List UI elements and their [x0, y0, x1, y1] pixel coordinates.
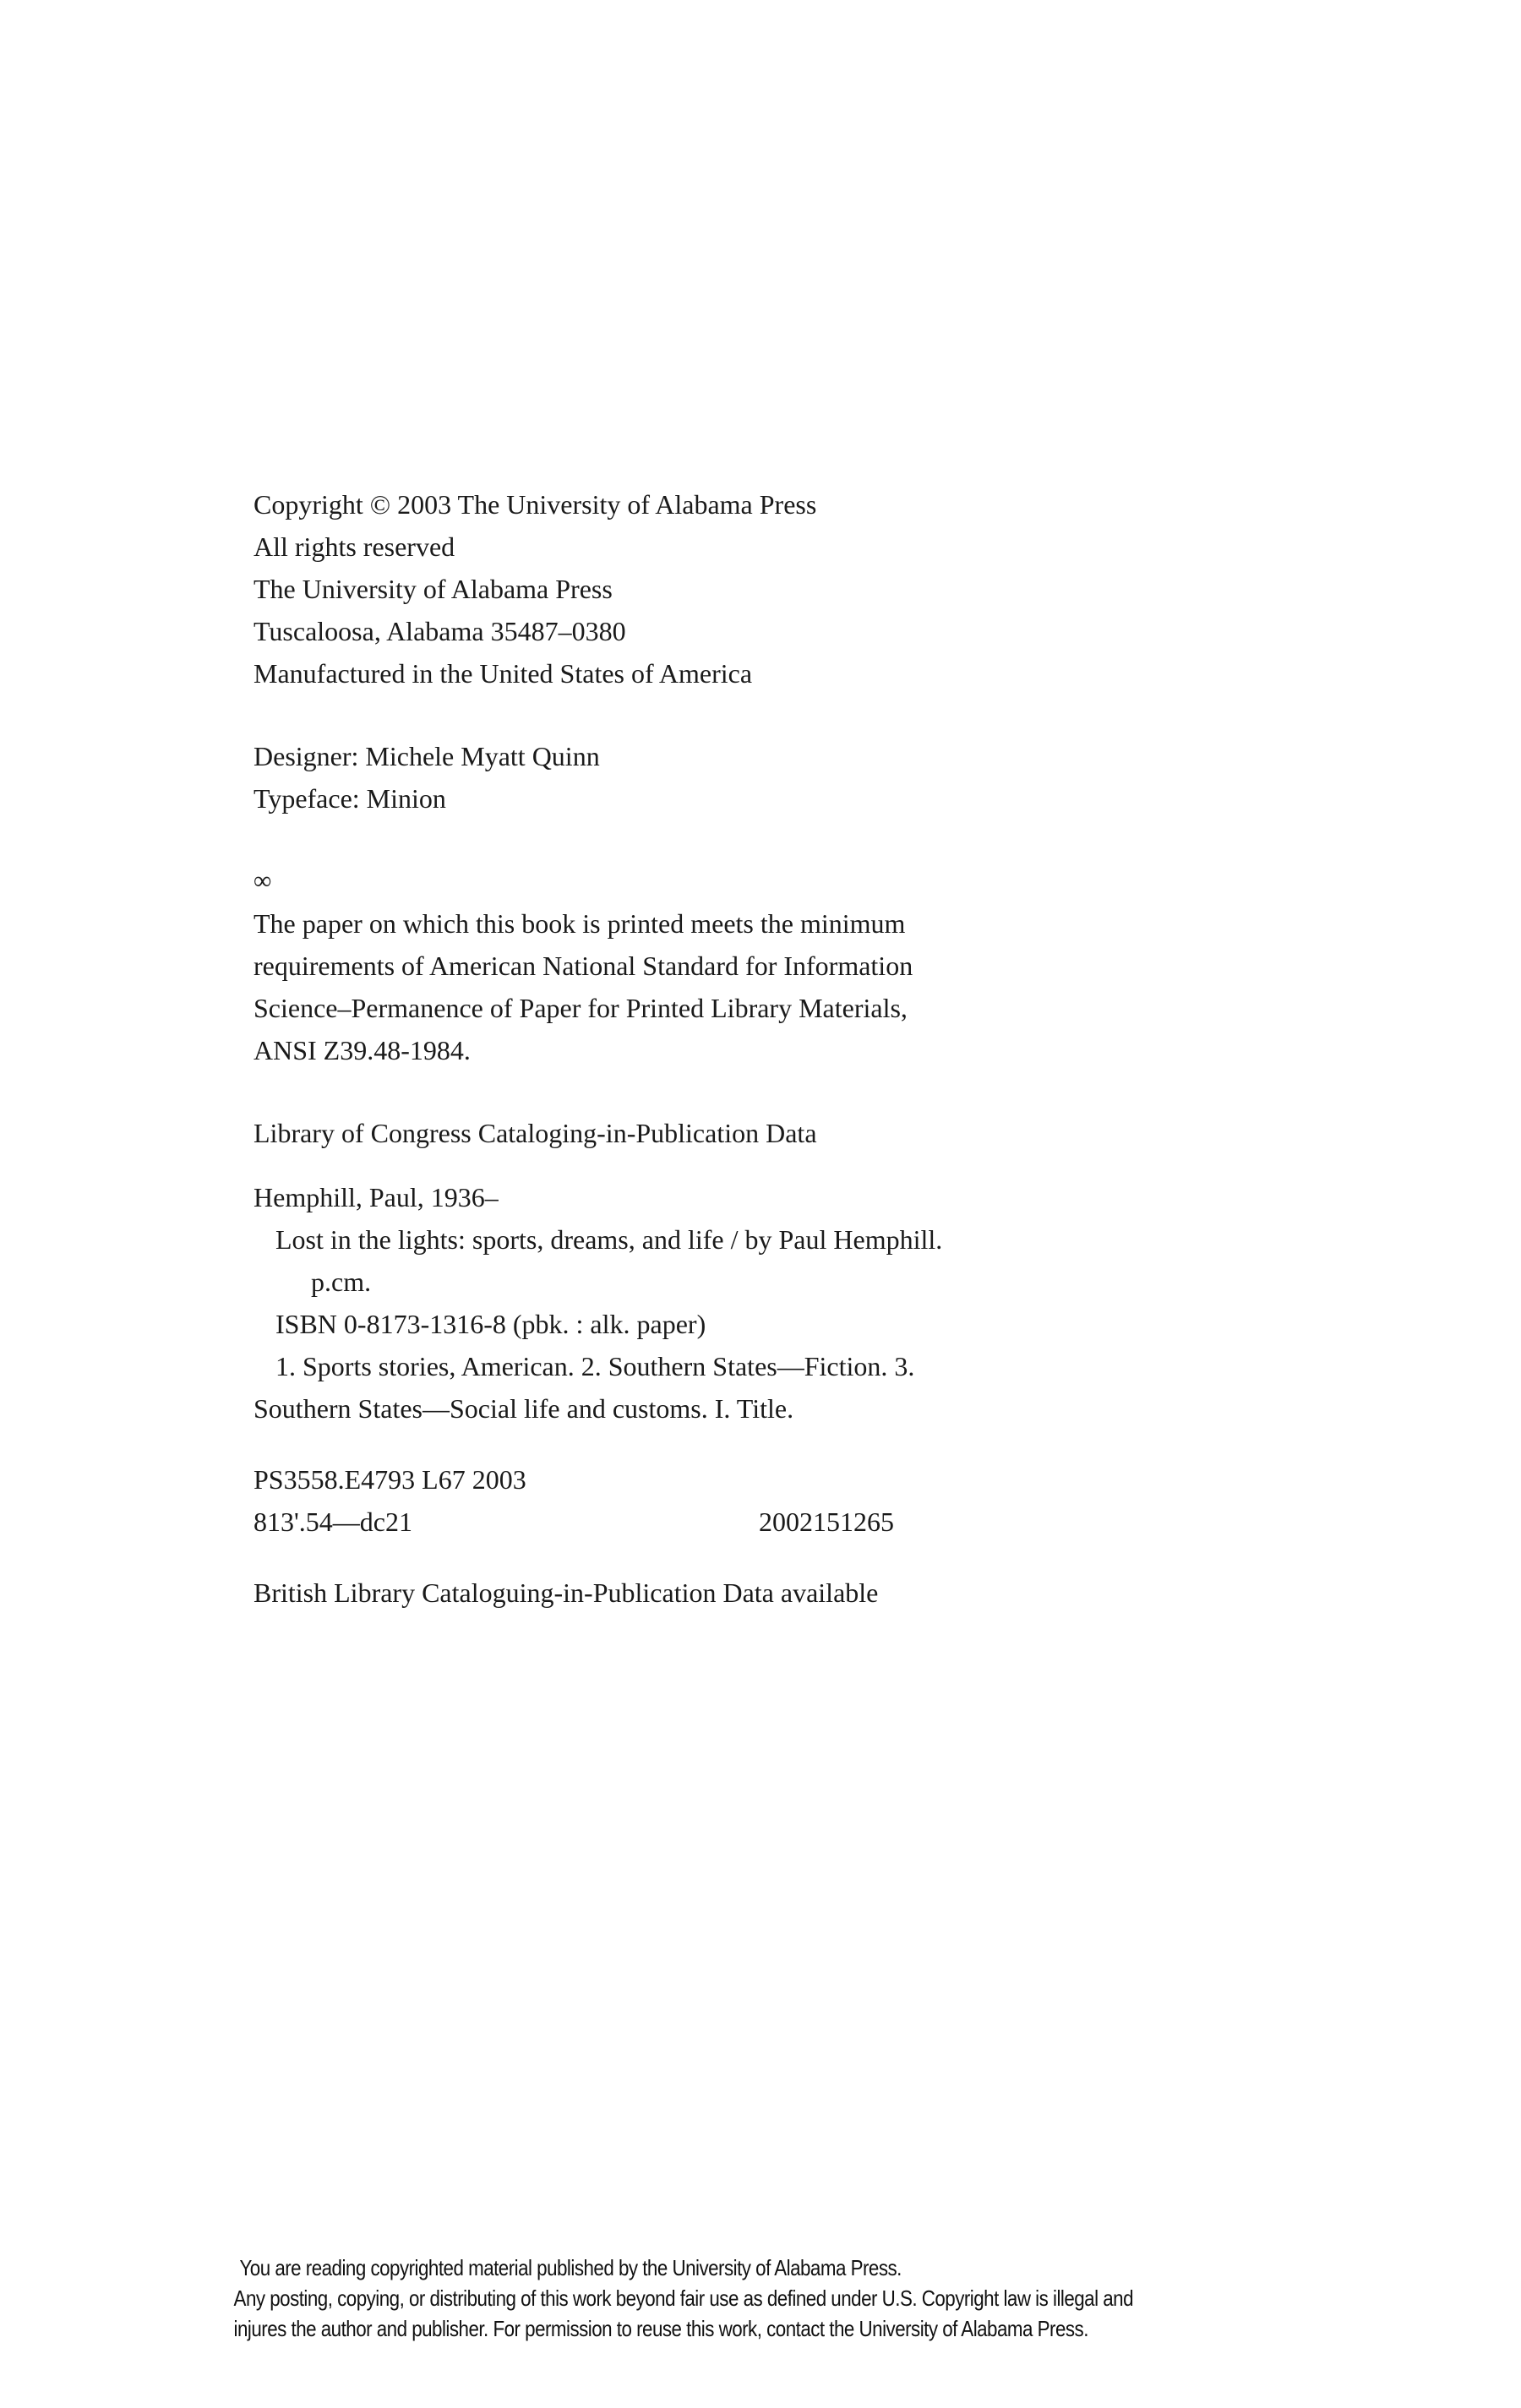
manufactured-line: Manufactured in the United States of America	[254, 658, 753, 689]
notice-line-1: You are reading copyrighted material published by the University of Alabama Press.	[239, 2255, 902, 2280]
cip-size: cm.	[331, 1267, 372, 1297]
notice-line-3: injures the author and publisher. For permission to reuse this work, contact the University of Alabama Press.	[233, 2316, 1088, 2341]
copyright-page-text	[254, 483, 1352, 1614]
paper-line-4: ANSI Z39.48-1984.	[254, 1035, 471, 1065]
cip-physical	[254, 1261, 1352, 1303]
typeface-line: Typeface: Minion	[254, 783, 446, 814]
lccn: 2002151265	[759, 1506, 894, 1537]
publisher-line: The University of Alabama Press	[254, 574, 613, 604]
cip-isbn: ISBN 0-8173-1316-8 (pbk. : alk. paper)	[275, 1309, 706, 1339]
classification-block	[254, 1458, 1352, 1543]
cip-pages: p.	[311, 1267, 331, 1297]
paper-block	[254, 860, 1352, 1071]
cip-title: Lost in the lights: sports, dreams, and life / by Paul Hemphill.	[275, 1224, 943, 1255]
british-library-line: British Library Cataloguing-in-Publication Data available	[254, 1577, 879, 1608]
copyright-notice	[33, 2253, 1341, 2344]
infinity-icon: ∞	[254, 867, 272, 895]
dewey-row	[254, 1501, 1352, 1543]
cip-subjects-1: 1. Sports stories, American. 2. Southern States—Fiction. 3.	[275, 1351, 915, 1381]
paper-line-2: requirements of American National Standard for Information	[254, 951, 913, 981]
design-block	[254, 735, 1352, 820]
cip-subjects-2: Southern States—Social life and customs. I. Title.	[254, 1393, 794, 1424]
notice-line-2: Any posting, copying, or distributing of this work beyond fair use as defined under U.S. Copyright law is illegal and	[233, 2285, 1134, 2311]
cip-author: Hemphill, Paul, 1936–	[254, 1182, 499, 1212]
designer-line: Designer: Michele Myatt Quinn	[254, 741, 600, 771]
cip-heading: Library of Congress Cataloging-in-Publication Data	[254, 1118, 817, 1148]
paper-line-1: The paper on which this book is printed meets the minimum	[254, 908, 906, 939]
copyright-block	[254, 483, 1352, 695]
address-line: Tuscaloosa, Alabama 35487–0380	[254, 616, 626, 646]
lc-call-number: PS3558.E4793 L67 2003	[254, 1464, 526, 1495]
rights-line: All rights reserved	[254, 531, 455, 562]
dewey-number: 813'.54—dc21	[254, 1506, 412, 1537]
copyright-line: Copyright © 2003 The University of Alabama Press	[254, 489, 817, 520]
paper-line-3: Science–Permanence of Paper for Printed Library Materials,	[254, 993, 908, 1023]
cip-entry	[254, 1176, 1352, 1430]
